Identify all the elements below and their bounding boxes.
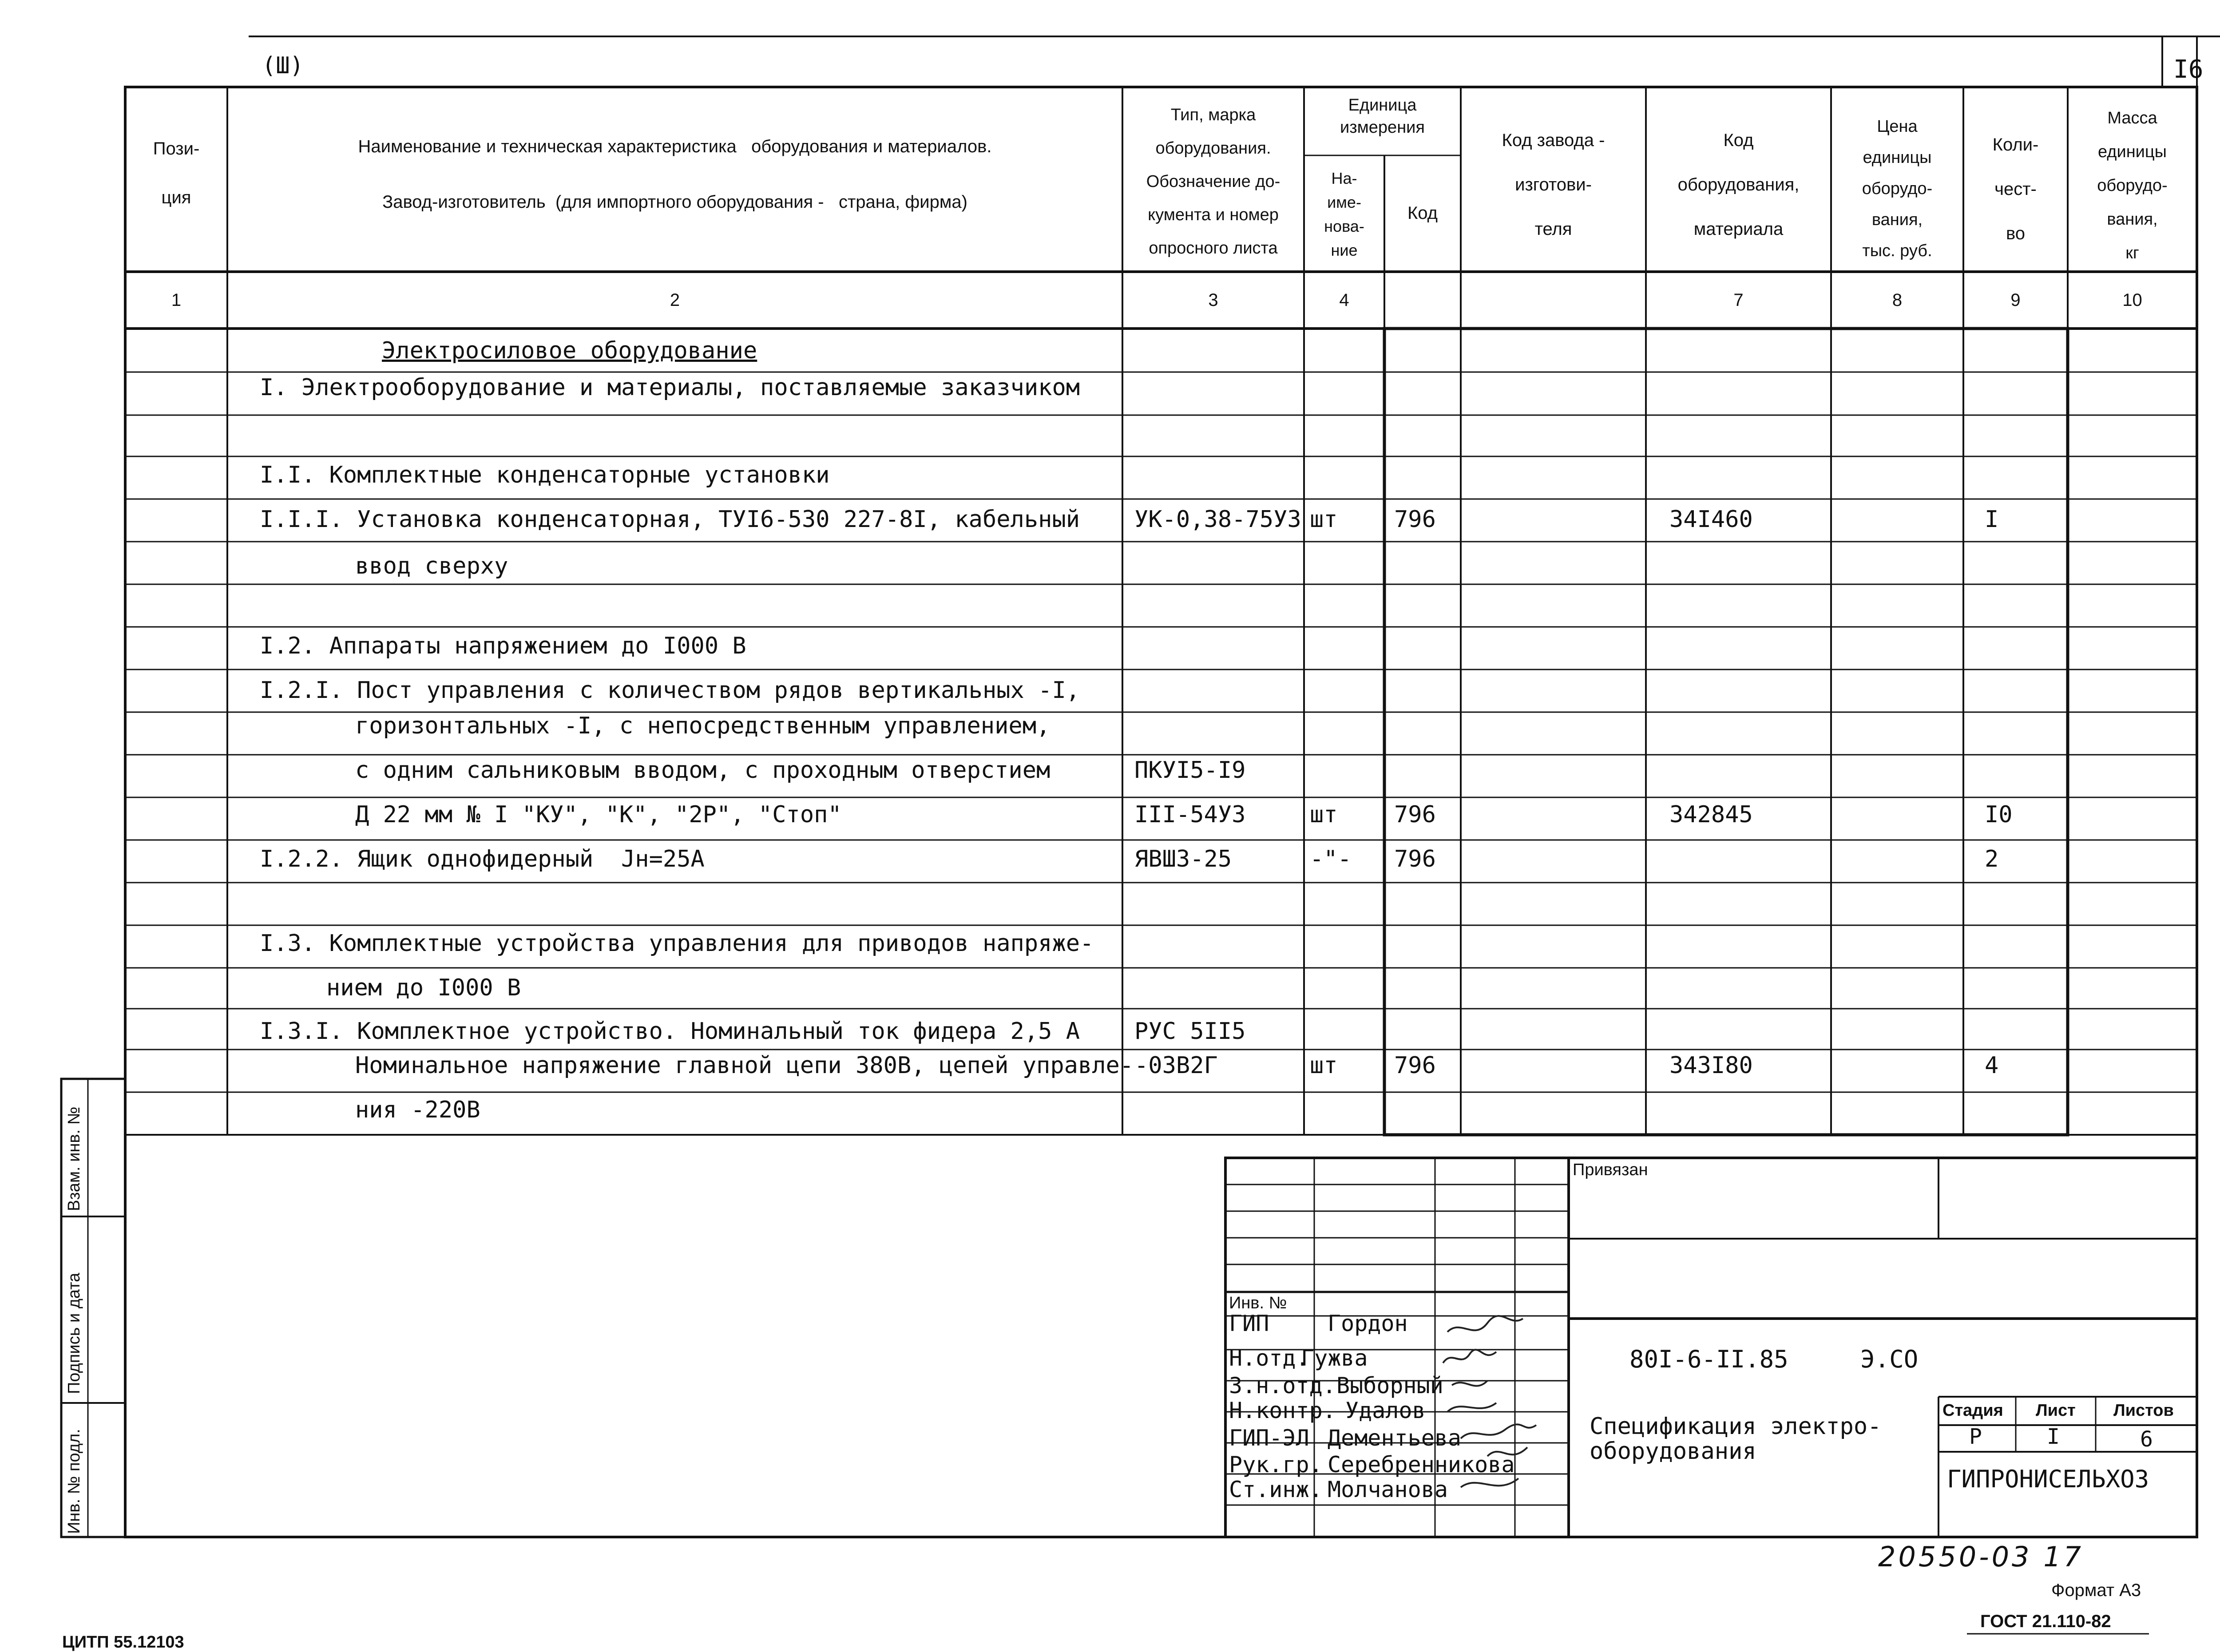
row-14-name: I.3. Комплектные устройства управления для приводов напряже-: [260, 930, 1094, 957]
row-5-name: ввод сверху: [355, 553, 508, 579]
row-11-qty: I0: [1985, 801, 2013, 828]
row-4-qty: I: [1985, 506, 1999, 533]
side-label-replaced-inv: Взам. инв. №: [65, 1106, 83, 1211]
stamp-role-0: ГИП: [1229, 1311, 1269, 1336]
stamp-sheets: 6: [2140, 1427, 2153, 1452]
header-name-line2: Завод-изготовитель (для импортного оборудования - страна, фирма): [382, 192, 967, 212]
row-4-unit: шт: [1310, 506, 1338, 533]
stamp-role-3: Н.контр.: [1229, 1398, 1336, 1423]
header-price: Цена единицы оборудо- вания, тыс. руб.: [1862, 117, 1933, 260]
stamp-name-2: Выборный: [1336, 1373, 1443, 1398]
side-label-inv-orig: Инв. № подл.: [65, 1429, 83, 1534]
colnum-2: 2: [670, 290, 680, 310]
row-17-code: 796: [1394, 1052, 1436, 1079]
colnum-9: 9: [2010, 290, 2021, 310]
stamp-doc-code: 80I-6-II.85 Э.СО: [1629, 1345, 1919, 1373]
row-17-eqcode: 343I80: [1669, 1052, 1753, 1079]
row-12-qty: 2: [1985, 846, 1999, 872]
signatures-icon: [1434, 1310, 1567, 1518]
handwritten-number: 20550-03 17: [1878, 1541, 2084, 1573]
colnum-7: 7: [1733, 290, 1744, 310]
header-unit-code: Код: [1407, 203, 1438, 223]
colnum-3: 3: [1208, 290, 1218, 310]
row-12-code: 796: [1394, 846, 1436, 872]
header-unit-group: Единица измерения: [1340, 96, 1425, 137]
colnum-8: 8: [1892, 290, 1903, 310]
stamp-name-5: Серебренникова: [1328, 1452, 1515, 1478]
colnum-10: 10: [2122, 290, 2142, 310]
colnum-4: 4: [1339, 290, 1349, 310]
row-12-name: I.2.2. Ящик однофидерный Jн=25А: [260, 846, 705, 872]
format-label: Формат A3: [2051, 1581, 2141, 1600]
header-position: Пози- ция: [153, 139, 200, 207]
header-mass: Масса единицы оборудо- вания, кг: [2097, 109, 2168, 262]
row-7-name: I.2. Аппараты напряжением до I000 В: [260, 633, 746, 659]
sheet-number: I6: [2173, 55, 2204, 84]
row-4-eqcode: 34I460: [1669, 506, 1753, 533]
row-10-name: с одним сальниковым вводом, с проходным отверстием: [355, 757, 1051, 784]
row-1-name: I. Электрооборудование и материалы, поставляемые заказчиком: [260, 374, 1080, 401]
stamp-name-6: Молчанова: [1328, 1477, 1448, 1502]
bottom-left-code: ЦИТП 55.12103: [62, 1633, 184, 1652]
header-equipment-code: Код оборудования, материала: [1677, 131, 1800, 239]
stamp-role-4: ГИП-ЭЛ: [1229, 1425, 1309, 1451]
stamp-title: Спецификация электро- оборудования: [1590, 1413, 1882, 1465]
row-16-type: РУС 5II5: [1134, 1018, 1246, 1045]
row-17-name: Номинальное напряжение главной цепи 380В, цепей управле-: [355, 1052, 1134, 1079]
row-8-name: I.2.I. Пост управления с количеством рядов вертикальных -I,: [260, 677, 1080, 704]
row-10-type: ПКУI5-I9: [1134, 757, 1246, 784]
header-quantity: Коли- чест- во: [1992, 135, 2039, 243]
stamp-name-0: Гордон: [1328, 1311, 1408, 1336]
header-unit-name: На- име- нова- ние: [1324, 169, 1364, 259]
stamp-org: ГИПРОНИСЕЛЬХОЗ: [1947, 1465, 2149, 1493]
row-15-name: нием до I000 В: [326, 975, 521, 1001]
colnum-1: 1: [171, 290, 182, 310]
row-11-name: Д 22 мм № I "КУ", "К", "2Р", "Стоп": [355, 801, 842, 828]
row-11-unit: шт: [1310, 801, 1338, 828]
row-11-type: III-54У3: [1134, 801, 1246, 828]
row-18-name: ния -220В: [355, 1097, 480, 1123]
row-16-name: I.3.I. Комплектное устройство. Номинальный ток фидера 2,5 А: [260, 1018, 1080, 1045]
stamp-name-1: Гужва: [1301, 1345, 1368, 1371]
stamp-role-1: Н.отд.: [1229, 1345, 1309, 1371]
row-12-unit: -"-: [1310, 846, 1352, 872]
row-17-unit: шт: [1310, 1052, 1338, 1079]
stamp-role-5: Рук.гр.: [1229, 1452, 1323, 1478]
stamp-role-2: З.н.отд.: [1229, 1373, 1336, 1398]
header-type: Тип, марка оборудования. Обозначение до- кумента и номер опросного листа: [1146, 106, 1280, 258]
stamp-sheet-label: Лист: [2036, 1401, 2076, 1420]
row-4-name: I.I.I. Установка конденсаторная, ТУI6-530 227-8I, кабельный: [260, 506, 1080, 533]
stamp-sheets-label: Листов: [2113, 1401, 2174, 1420]
stamp-name-3: Удалов: [1345, 1398, 1426, 1423]
row-17-type: -03В2Г: [1134, 1052, 1218, 1079]
stamp-sheet: I: [2047, 1424, 2060, 1449]
side-label-signature-date: Подпись и дата: [65, 1272, 83, 1394]
stamp-name-4: Дементьева: [1328, 1425, 1462, 1451]
stamp-stage: Р: [1969, 1424, 1982, 1449]
row-0-name: Электросиловое оборудование: [382, 337, 757, 364]
sheet-mark: (Ш): [262, 52, 304, 79]
row-11-eqcode: 342845: [1669, 801, 1753, 828]
stamp-role-6: Ст.инж.: [1229, 1477, 1323, 1502]
header-name-line1: Наименование и техническая характеристика оборудования и материалов.: [358, 137, 992, 156]
row-4-type: УК-0,38-75У3: [1134, 506, 1301, 533]
row-17-qty: 4: [1985, 1052, 1999, 1079]
row-12-type: ЯВШ3-25: [1134, 846, 1232, 872]
gost-label: ГОСТ 21.110-82: [1980, 1612, 2111, 1631]
row-9-name: горизонтальных -I, с непосредственным управлением,: [355, 713, 1051, 739]
row-11-code: 796: [1394, 801, 1436, 828]
stamp-stage-label: Стадия: [1942, 1401, 2003, 1420]
row-4-code: 796: [1394, 506, 1436, 533]
stamp-privyazan: Привязан: [1573, 1161, 1648, 1179]
header-factory-code: Код завода - изготови- теля: [1502, 131, 1605, 239]
row-3-name: I.I. Комплектные конденсаторные установки: [260, 462, 830, 488]
stamp-inv-no: Инв. №: [1229, 1294, 1287, 1312]
